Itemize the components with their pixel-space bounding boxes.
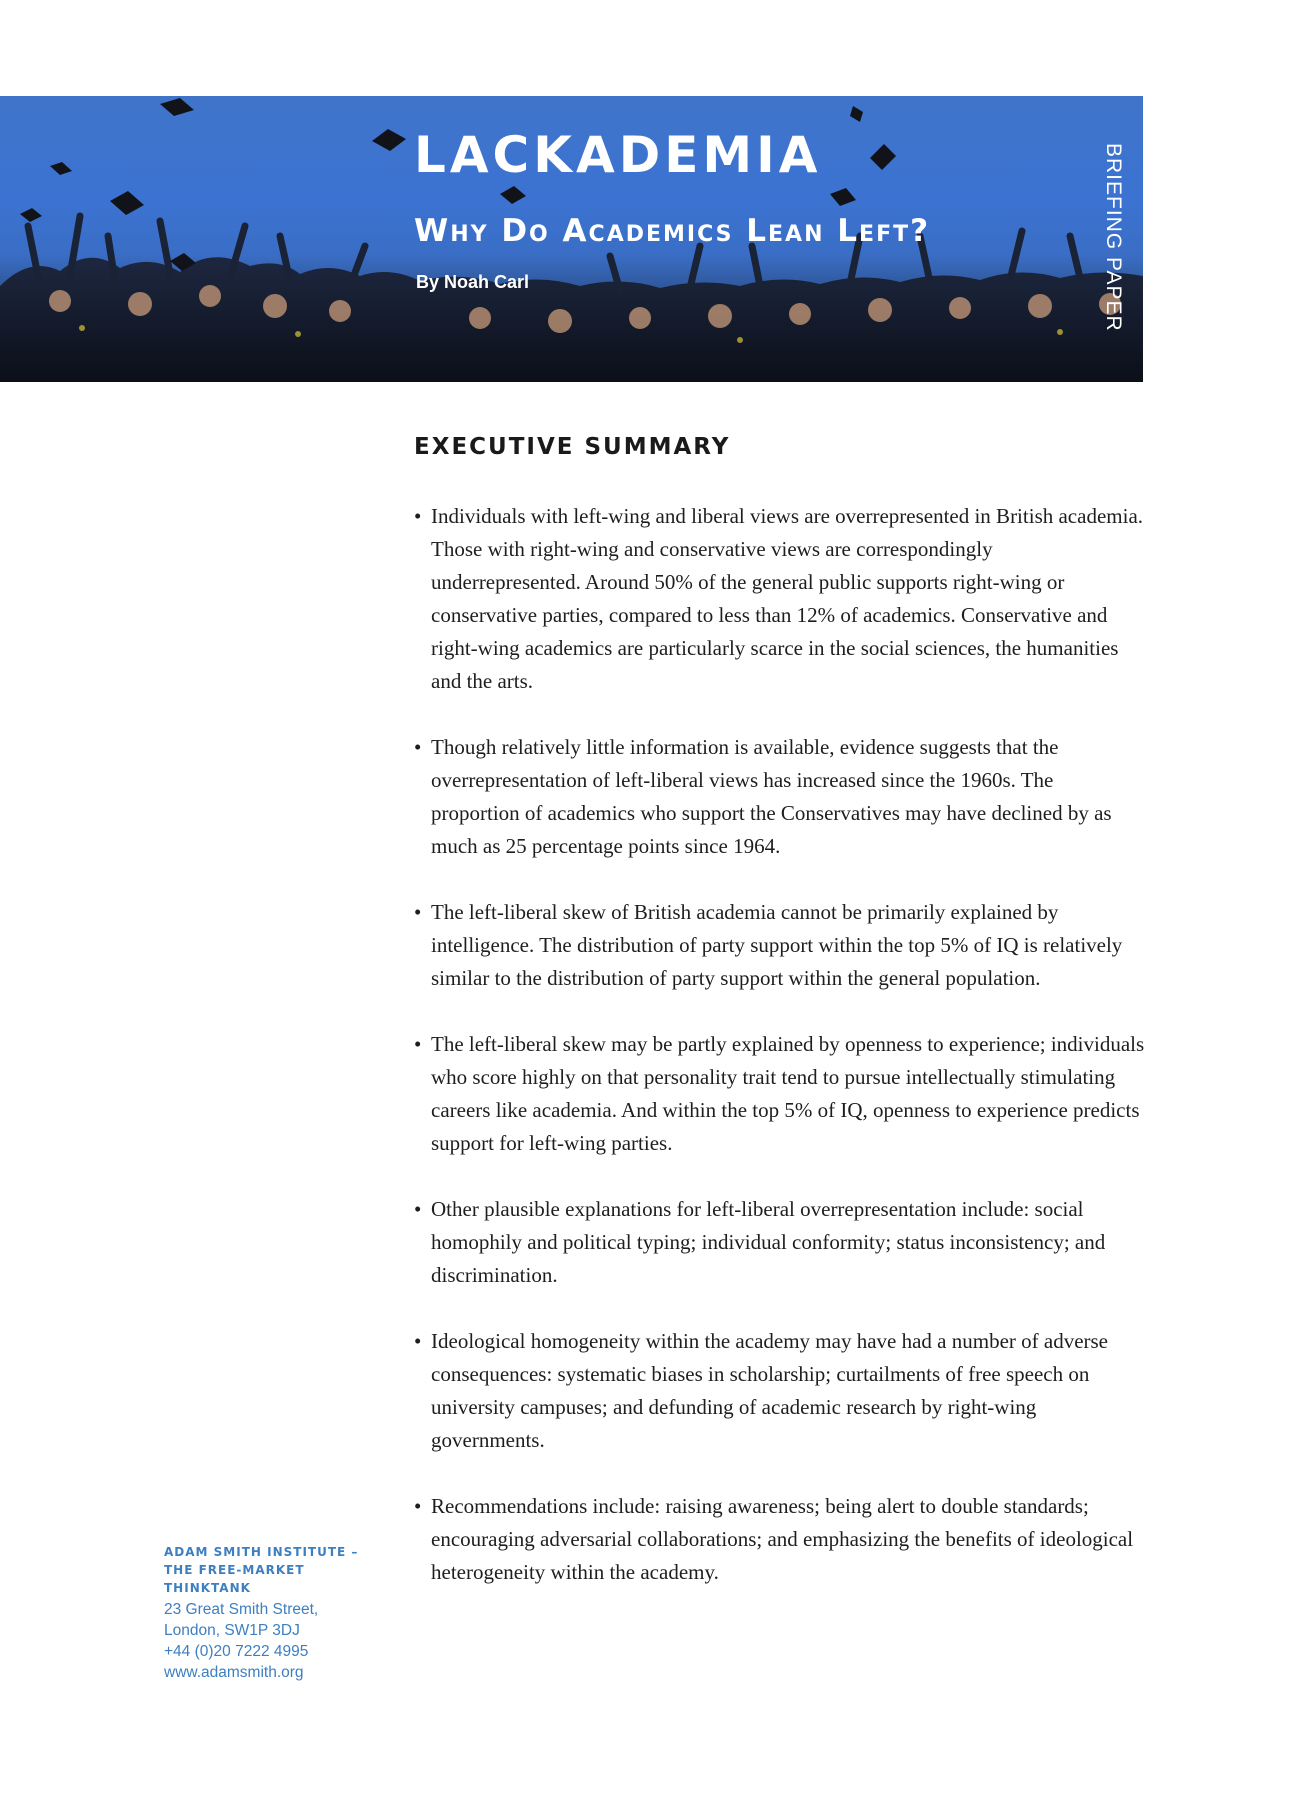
publisher-name <box>164 1543 384 1597</box>
summary-bullet: • The left-liberal skew may be partly explained by openness to experience; individuals who score highly on that personality trait tend to pursue intellectually stimulating careers like academia. And within the top 5% of IQ, openness to experience predicts support for left-wing parties. <box>414 1028 1146 1160</box>
section-heading: EXECUTIVE SUMMARY <box>414 434 731 460</box>
publisher-name-line: THINKTANK <box>164 1581 251 1595</box>
summary-bullet: • The left-liberal skew of British academia cannot be primarily explained by intelligence. The distribution of party support within the top 5% of IQ is relatively similar to the distribution of party support within the general population. <box>414 896 1146 995</box>
executive-summary-list <box>414 500 1146 1622</box>
address-street: 23 Great Smith Street, <box>164 1601 319 1618</box>
document-title: LACKADEMIA <box>414 126 822 184</box>
publisher-name-line: THE FREE-MARKET <box>164 1563 305 1577</box>
phone-number: +44 (0)20 7222 4995 <box>164 1643 309 1660</box>
publisher-name-line: ADAM SMITH INSTITUTE – <box>164 1545 359 1559</box>
address-city: London, SW1P 3DJ <box>164 1622 300 1639</box>
website-link[interactable]: www.adamsmith.org <box>164 1664 304 1681</box>
summary-bullet: • Though relatively little information is available, evidence suggests that the overrepresentation of left-liberal views has increased since the 1960s. The proportion of academics who support the Conservatives may have declined by as much as 25 percentage points since 1964. <box>414 731 1146 863</box>
summary-bullet: • Other plausible explanations for left-liberal overrepresentation include: social homophily and political typing; individual conformity; status inconsistency; and discrimination. <box>414 1193 1146 1292</box>
author-byline: By Noah Carl <box>416 272 530 292</box>
document-type-label: BRIEFING PAPER <box>1102 143 1125 332</box>
summary-bullet: • Recommendations include: raising awareness; being alert to double standards; encouraging adversarial collaborations; and emphasizing the benefits of ideological heterogeneity within the academy. <box>414 1490 1146 1589</box>
summary-bullet: • Individuals with left-wing and liberal views are overrepresented in British academia. Those with right-wing and conservative views are correspondingly underrepresented. Around 50% of the general public supports right-wing or conservative parties, compared to less than 12% of academics. Conservative and right-wing academics are particularly scarce in the social sciences, the humanities and the arts. <box>414 500 1146 698</box>
summary-bullet: • Ideological homogeneity within the academy may have had a number of adverse consequences: systematic biases in scholarship; curtailments of free speech on university campuses; and defunding of academic research by right-wing governments. <box>414 1325 1146 1457</box>
document-subtitle: Why Do Academics Lean Left? <box>414 213 931 249</box>
header-banner <box>0 96 1143 382</box>
publisher-contact <box>164 1543 384 1683</box>
